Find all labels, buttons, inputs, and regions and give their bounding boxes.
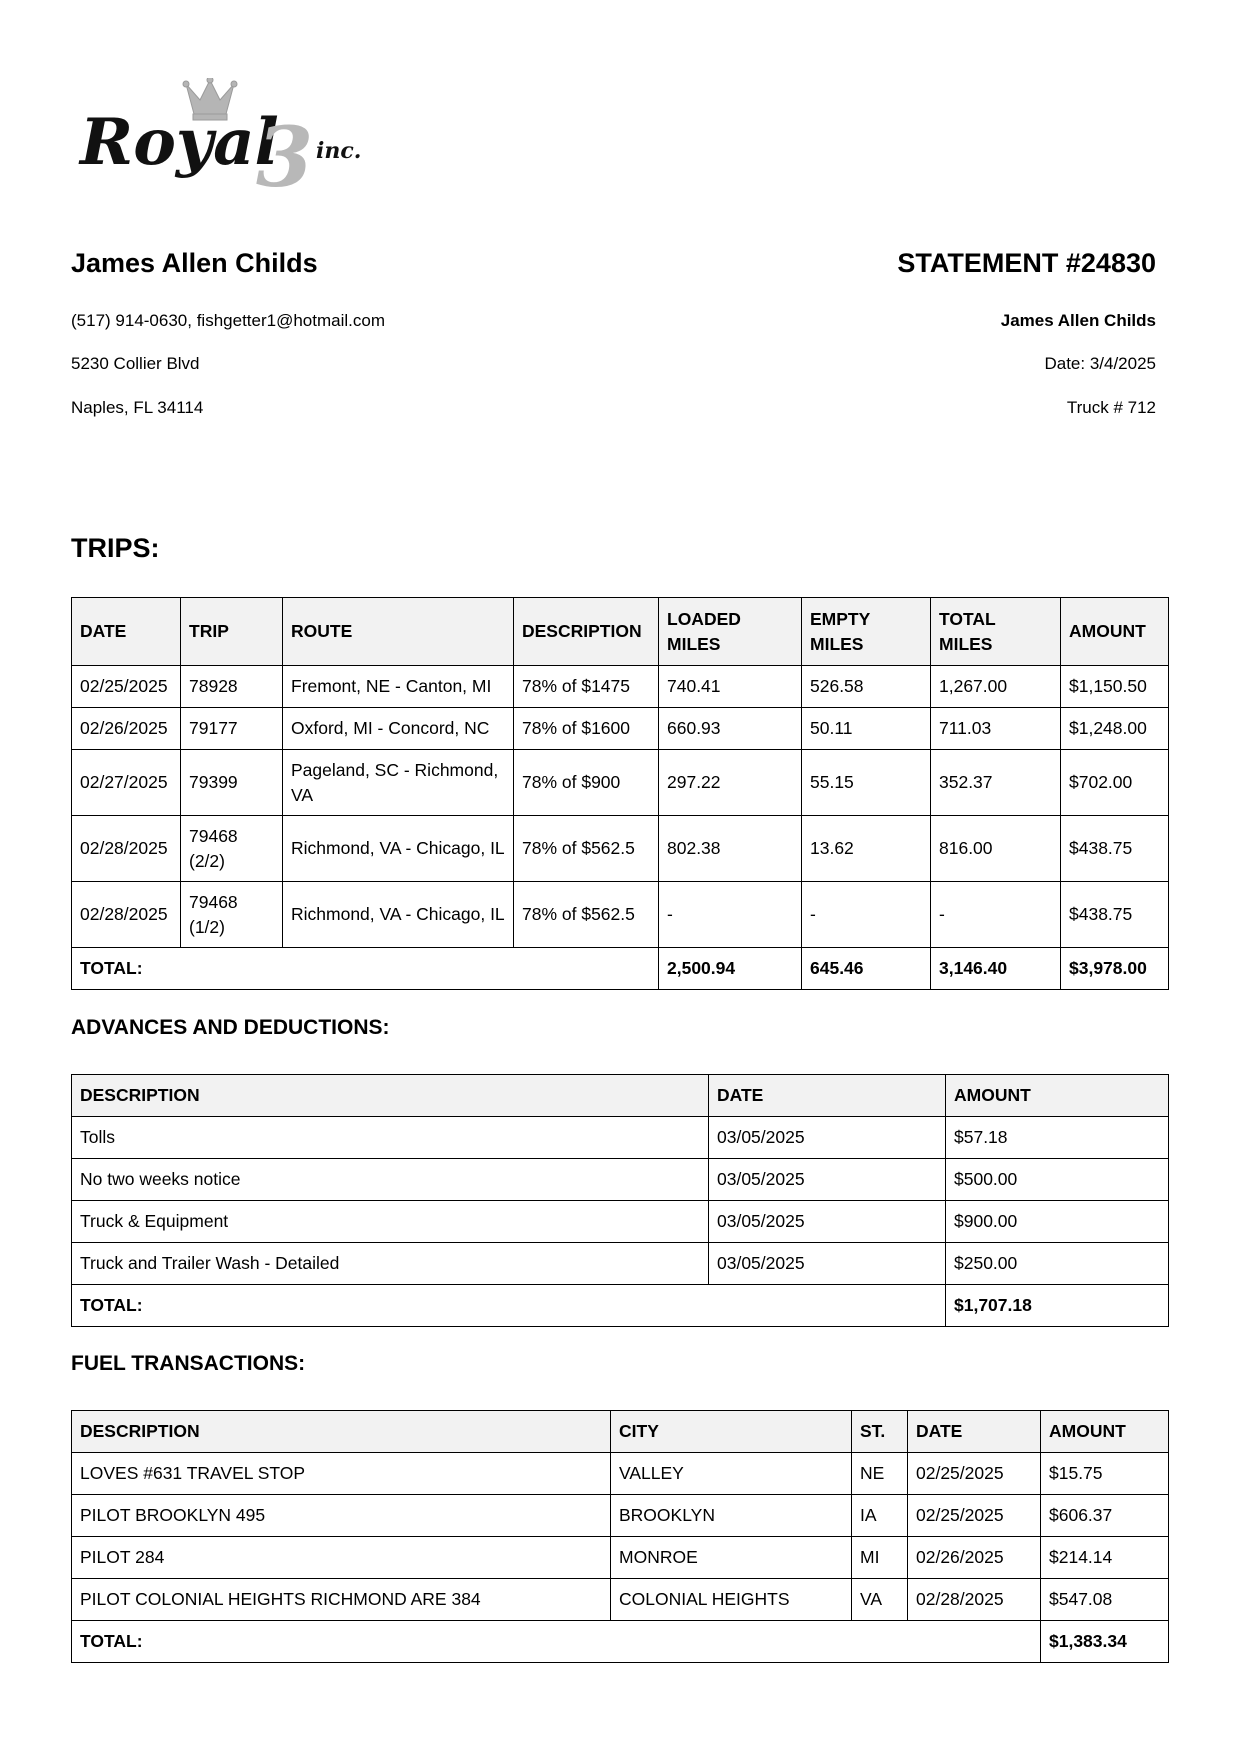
- statement-number: STATEMENT #24830: [897, 248, 1156, 278]
- advances-title: ADVANCES AND DEDUCTIONS:: [71, 1016, 390, 1039]
- table-row: [72, 708, 1169, 750]
- trips-table: [71, 597, 1169, 990]
- table-cell: PILOT COLONIAL HEIGHTS RICHMOND ARE 384: [72, 1579, 611, 1621]
- column-header: ST.: [852, 1411, 908, 1453]
- table-row: [72, 1453, 1169, 1495]
- column-header: EMPTY MILES: [802, 598, 931, 666]
- column-header: LOADED MILES: [659, 598, 802, 666]
- table-header-row: [72, 598, 1169, 666]
- table-cell: MI: [852, 1537, 908, 1579]
- table-cell: $500.00: [946, 1159, 1169, 1201]
- table-row: [72, 1243, 1169, 1285]
- total-loaded-miles: 2,500.94: [659, 948, 802, 990]
- table-cell: 740.41: [659, 666, 802, 708]
- total-label: TOTAL:: [72, 1285, 946, 1327]
- table-cell: Tolls: [72, 1117, 709, 1159]
- table-cell: $57.18: [946, 1117, 1169, 1159]
- table-cell: Richmond, VA - Chicago, IL: [283, 816, 514, 882]
- table-cell: 13.62: [802, 816, 931, 882]
- table-cell: Pageland, SC - Richmond, VA: [283, 750, 514, 816]
- table-cell: Truck and Trailer Wash - Detailed: [72, 1243, 709, 1285]
- table-cell: $15.75: [1041, 1453, 1169, 1495]
- column-header: DATE: [709, 1075, 946, 1117]
- total-row: [72, 948, 1169, 990]
- column-header: AMOUNT: [946, 1075, 1169, 1117]
- total-label: TOTAL:: [72, 1621, 1041, 1663]
- logo-suffix: inc.: [316, 138, 362, 164]
- table-cell: NE: [852, 1453, 908, 1495]
- column-header: ROUTE: [283, 598, 514, 666]
- table-cell: 802.38: [659, 816, 802, 882]
- table-cell: 03/05/2025: [709, 1159, 946, 1201]
- table-cell: $1,150.50: [1061, 666, 1169, 708]
- company-logo: [78, 78, 388, 193]
- table-cell: 660.93: [659, 708, 802, 750]
- trips-title: TRIPS:: [71, 533, 160, 563]
- column-header: TOTAL MILES: [931, 598, 1061, 666]
- fuel-table: [71, 1410, 1169, 1663]
- table-cell: $438.75: [1061, 816, 1169, 882]
- total-amount: $3,978.00: [1061, 948, 1169, 990]
- table-cell: IA: [852, 1495, 908, 1537]
- table-cell: 03/05/2025: [709, 1243, 946, 1285]
- table-cell: 02/28/2025: [908, 1579, 1041, 1621]
- table-cell: 711.03: [931, 708, 1061, 750]
- table-row: [72, 750, 1169, 816]
- table-cell: 55.15: [802, 750, 931, 816]
- table-cell: 297.22: [659, 750, 802, 816]
- table-cell: Fremont, NE - Canton, MI: [283, 666, 514, 708]
- table-cell: -: [659, 882, 802, 948]
- table-cell: $250.00: [946, 1243, 1169, 1285]
- statement-recipient: James Allen Childs: [1000, 311, 1156, 330]
- table-cell: 78% of $562.5: [514, 882, 659, 948]
- table-cell: $1,248.00: [1061, 708, 1169, 750]
- column-header: AMOUNT: [1061, 598, 1169, 666]
- table-cell: 02/26/2025: [908, 1537, 1041, 1579]
- table-cell: -: [802, 882, 931, 948]
- driver-name: James Allen Childs: [71, 248, 318, 278]
- table-cell: 02/26/2025: [72, 708, 181, 750]
- table-cell: 50.11: [802, 708, 931, 750]
- table-cell: 78% of $1475: [514, 666, 659, 708]
- column-header: DATE: [72, 598, 181, 666]
- table-cell: 78% of $900: [514, 750, 659, 816]
- table-cell: 03/05/2025: [709, 1201, 946, 1243]
- table-cell: $702.00: [1061, 750, 1169, 816]
- table-cell: 79468 (2/2): [181, 816, 283, 882]
- total-empty-miles: 645.46: [802, 948, 931, 990]
- table-cell: PILOT 284: [72, 1537, 611, 1579]
- logo-numeral: 3: [256, 110, 314, 193]
- logo-wordmark: Royal: [80, 105, 279, 180]
- table-cell: VALLEY: [611, 1453, 852, 1495]
- column-header: DATE: [908, 1411, 1041, 1453]
- table-cell: 78% of $1600: [514, 708, 659, 750]
- table-header-row: [72, 1411, 1169, 1453]
- total-miles: 3,146.40: [931, 948, 1061, 990]
- table-cell: $606.37: [1041, 1495, 1169, 1537]
- table-cell: 816.00: [931, 816, 1061, 882]
- truck-number: Truck # 712: [1066, 398, 1156, 417]
- table-cell: 1,267.00: [931, 666, 1061, 708]
- table-cell: Truck & Equipment: [72, 1201, 709, 1243]
- table-cell: 02/28/2025: [72, 882, 181, 948]
- statement-date: Date: 3/4/2025: [1044, 354, 1156, 373]
- table-row: [72, 1201, 1169, 1243]
- table-cell: 02/28/2025: [72, 816, 181, 882]
- table-cell: $214.14: [1041, 1537, 1169, 1579]
- total-amount: $1,383.34: [1041, 1621, 1169, 1663]
- table-cell: Oxford, MI - Concord, NC: [283, 708, 514, 750]
- total-row: [72, 1285, 1169, 1327]
- table-cell: 78928: [181, 666, 283, 708]
- fuel-title: FUEL TRANSACTIONS:: [71, 1352, 306, 1375]
- table-cell: LOVES #631 TRAVEL STOP: [72, 1453, 611, 1495]
- table-row: [72, 1579, 1169, 1621]
- driver-street: 5230 Collier Blvd: [71, 354, 200, 373]
- column-header: TRIP: [181, 598, 283, 666]
- table-cell: 79177: [181, 708, 283, 750]
- table-row: [72, 882, 1169, 948]
- table-cell: PILOT BROOKLYN 495: [72, 1495, 611, 1537]
- table-row: [72, 816, 1169, 882]
- table-row: [72, 1537, 1169, 1579]
- column-header: CITY: [611, 1411, 852, 1453]
- table-cell: 79399: [181, 750, 283, 816]
- table-row: [72, 1117, 1169, 1159]
- table-cell: No two weeks notice: [72, 1159, 709, 1201]
- table-cell: 02/25/2025: [72, 666, 181, 708]
- column-header: DESCRIPTION: [514, 598, 659, 666]
- table-cell: COLONIAL HEIGHTS: [611, 1579, 852, 1621]
- column-header: DESCRIPTION: [72, 1075, 709, 1117]
- table-cell: 02/27/2025: [72, 750, 181, 816]
- table-cell: VA: [852, 1579, 908, 1621]
- advances-table: [71, 1074, 1169, 1327]
- table-cell: 78% of $562.5: [514, 816, 659, 882]
- column-header: AMOUNT: [1041, 1411, 1169, 1453]
- driver-city: Naples, FL 34114: [71, 398, 204, 417]
- total-amount: $1,707.18: [946, 1285, 1169, 1327]
- table-cell: 352.37: [931, 750, 1061, 816]
- table-cell: $900.00: [946, 1201, 1169, 1243]
- total-label: TOTAL:: [72, 948, 659, 990]
- table-cell: 79468 (1/2): [181, 882, 283, 948]
- total-row: [72, 1621, 1169, 1663]
- column-header: DESCRIPTION: [72, 1411, 611, 1453]
- driver-contact: (517) 914-0630, fishgetter1@hotmail.com: [71, 311, 385, 330]
- table-cell: 02/25/2025: [908, 1495, 1041, 1537]
- table-row: [72, 1159, 1169, 1201]
- table-row: [72, 1495, 1169, 1537]
- table-cell: 03/05/2025: [709, 1117, 946, 1159]
- table-cell: BROOKLYN: [611, 1495, 852, 1537]
- table-cell: MONROE: [611, 1537, 852, 1579]
- table-cell: $438.75: [1061, 882, 1169, 948]
- table-header-row: [72, 1075, 1169, 1117]
- table-cell: -: [931, 882, 1061, 948]
- table-cell: $547.08: [1041, 1579, 1169, 1621]
- table-cell: Richmond, VA - Chicago, IL: [283, 882, 514, 948]
- table-row: [72, 666, 1169, 708]
- table-cell: 02/25/2025: [908, 1453, 1041, 1495]
- table-cell: 526.58: [802, 666, 931, 708]
